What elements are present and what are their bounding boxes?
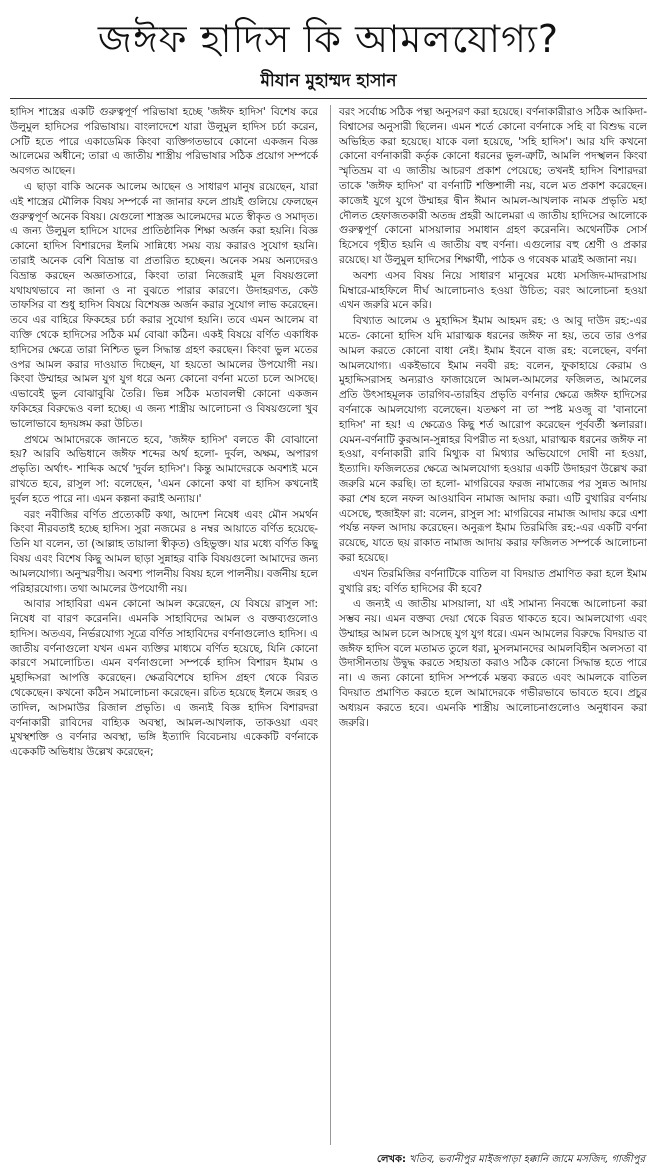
column-right [330,105,647,1145]
paragraph: এ জন্যই এ জাতীয় মাসয়ালা, যা এই সামান্য নিবন্ধে আলোচনা করা সম্ভব নয়। এমন বক্তব্য দেয়া থেকে বিরত থাকতে হবে। আমলযোগ্য এবং উম্মাহর আমল চলে আসছে যুগ যুগ ধরে। এমন আমলের বিরুদ্ধে বিদয়াত বা জঈফ হাদিস বলে মতামত তুলে ধরা, মুসলমানদের আমলবিহীন অলসতা বা উদাসীনতায় উদ্বুদ্ধ করতে সহায়তা করাও সঠিক কোনো সিদ্ধান্ত হতে পারে না। এ জন্য কোনো হাদিস সম্পর্কে মন্তব্য করতে এবং আমলকে বাতিল বিদয়াত প্রমাণিত করতে হলে আমাদেরকে গভীরভাবে ভাবতে হবে। প্রচুর অধ্যয়ন করতে হবে। এমনকি শাস্ত্রীয় আলোচনাগুলোও অনুধাবন করা জরুরি। [339,598,647,729]
paragraph: হাদিস শাস্ত্রের একটি গুরুত্বপূর্ণ পরিভাষা হচ্ছে 'জঈফ হাদিস' বিশেষ করে উলুমুল হাদিসের পরিভাষায়। বাংলাদেশে যারা উলুমুল হাদিস চর্চা করেন, সেটি হতে পারে একাডেমিক কিংবা ব্যক্তিগতভাবে কোনো একজন বিজ্ঞ আলেমের অধীনে; তারা এ জাতীয় শাস্ত্রীয় পরিভাষার সঠিক প্রয়োগ সম্পর্কে অবগত আছেন। [10,106,318,178]
author-credit [320,1153,645,1166]
title-divider [10,98,647,99]
paragraph: অবশ্য এসব বিষয় নিয়ে সাধারণ মানুষের মধ্যে মসজিদ-মাদরাসায় মিম্বারে-মাহফিলে দীর্ঘ আলোচনাও হওয়া উচিত; বরং আলোচনা হওয়া এখন জরুরি মনে করি। [339,269,647,312]
article-body [10,105,647,1145]
article-title: জঈফ হাদিস কি আমলযোগ্য? [97,17,560,61]
author-credit-label: লেখক: [376,1154,406,1165]
paragraph: আবার সাহাবিরা এমন কোনো আমল করেছেন, যে বিষয়ে রাসুল সা: নিষেধ বা বারণ করেননি। এমনকি সাহাবিদের আমল ও বক্তব্যগুলোও হাদিস। অতএব, নির্ভরযোগ্য সূত্রে বর্ণিত সাহাবিদের বর্ণনাগুলোও হাদিস। এ জাতীয় বর্ণনাগুলো যখন এমন ব্যক্তির মাধ্যমে বর্ণিত হয়েছে, যিনি কোনো কারণে সমালোচিত। এমন বর্ণনাগুলো সম্পর্কে হাদিস বিশারদ ইমাম ও মুহাদ্দিসরা আপত্তি করেছেন। ক্ষেত্রবিশেষে হাদিস গ্রহণ থেকে বিরত থেকেছেন। কখনো কঠিন সমালোচনা করেছেন। রচিত হয়েছে ইলমে জরহ ও তাদিল, আসমাউর রিজাল প্রভৃতি। এ জন্যই বিজ্ঞ হাদিস বিশারদরা বর্ণনাকারী রাবিদের বাহ্যিক অবস্থা, আমল-আখলাক, তাকওয়া এবং মুখস্থশক্তি ও বর্ণনার অবস্থা, ভঙ্গি ইত্যাদি বিবেচনায় একেকটি বর্ণনাকে একেকটি অভিধায় উল্লেখ করেছেন; [10,598,318,759]
paragraph: এখন তিরমিজির বর্ণনাটিকে বাতিল বা বিদয়াত প্রমাণিত করা হলে ইমাম বুখারি রহ: বর্ণিত হাদিসের কী হবে? [339,567,647,595]
author-name: মীযান মুহাম্মদ হাসান [260,71,397,91]
paragraph: বরং সর্বোচ্চ সঠিক পন্থা অনুসরণ করা হয়েছে। বর্ণনাকারীরাও সঠিক আকিদা-বিশ্বাসের অনুসারী ছিলেন। এমন শর্তে কোনো বর্ণনাকে সহি বা বিশুদ্ধ বলে অভিহিত করা হয়েছে। যাকে বলা হয়েছে, 'সহি হাদিস'। আর যদি কখনো কোনো বর্ণনাকারী কর্তৃক কোনো ধরনের ভুল-ত্রুটি, আমলি পদস্খলন কিংবা স্মৃতিভ্রম বা এ জাতীয় আচরণ প্রকাশ পেয়েছে; তখনই হাদিস বিশারদরা তাকে 'জঈফ হাদিস' বা বর্ণনাটি শক্তিশালী নয়, বলে মত প্রকাশ করেছেন। কাজেই যুগে যুগে উম্মাহর দ্বীন ঈমান আমল-আখলাক নামক প্রভৃতি মহা দৌলত হেফাজতকারী অতন্দ্র প্রহরী আলেমরা এ জাতীয় হাদিসের আলোকে গুরুত্বপূর্ণ কোনো মাসয়ালার সমাধান গ্রহণ করেননি। অথেনটিক সোর্স হিসেবে গৃহীত হয়নি এ জাতীয় বহু বর্ণনা। এগুলোর বহু শ্রেণী ও প্রকার রয়েছে। যা উলুমুল হাদিসের শিক্ষার্থী, পাঠক ও গবেষক মাত্রই অজানা নয়। [339,106,647,266]
author-credit-text: খতিব, ভবানীপুর মাইজপাড়া হক্কানি জামে মসজিদ, গাজীপুর [409,1154,645,1165]
paragraph: বরং নবীজির বর্ণিত প্রত্যেকটি কথা, আদেশ নিষেধ এবং মৌন সমর্থন কিংবা নীরবতাই হচ্ছে হাদিস। সুরা নজমের ৪ নম্বর আয়াতে বর্ণিত হয়েছে- তিনি যা বলেন, তা (আল্লাহ তায়ালা স্বীকৃত) ওহিভুক্ত। যার মধ্যে বর্ণিত কিছু বিষয় এবং বিশেষ কিছু আমল ছাড়া সুন্নাহর বাকি বিষয়গুলো আমাদের জন্য আমলযোগ্য। অনুস্মরণীয়। অবশ্য পালনীয় বিষয় হলে পালনীয়। বর্জনীয় হলে পরিহারযোগ্য। তথা আমলের উপযোগী নয়। [10,508,318,595]
paragraph: এ ছাড়া বাকি অনেক আলেম আছেন ও সাধারণ মানুষ রয়েছেন, যারা এই শাস্ত্রের মৌলিক বিষয় সম্পর্কে না জানার ফলে প্রায়ই গুলিয়ে ফেলছেন গুরুত্বপূর্ণ অনেক বিষয়। যেগুলো শাস্ত্রজ্ঞ আলেমদের মতে স্বীকৃত ও সমাদৃত। এ জন্য উলুমুল হাদিসে যাদের প্রাতিষ্ঠানিক শিক্ষা অর্জন করা হয়নি। বিজ্ঞ কোনো হাদিস বিশারদের ইলমি সান্নিধ্যে সময় ব্যয় করারও সুযোগ হয়নি। তারাই অনেক বেশি বিভ্রান্ত বা প্রতারিত হচ্ছেন। অনেক সময় অন্যদেরও বিভ্রান্ত করছেন অজ্ঞাতসারে, কিংবা তারা নিজেরাই মূল বিষয়গুলো যথাযথভাবে না জানা ও না বুঝতে পারার কারণে। উদাহরণত, কেউ তাফসির বা শুধু হাদিস বিষয়ে বিশেষজ্ঞ অর্জন করার সুযোগ লাভ করেছেন। তবে এর বাহিরে ফিকহের চর্চা করার সুযোগ হয়নি। তবে এমন আলেম বা ব্যক্তি থেকে হাদিসের সঠিক মর্ম বোঝা কঠিন। একই বিষয়ে বর্ণিত একাধিক হাদিসের ক্ষেত্রে তারা নিশ্চিত ভুল সিদ্ধান্ত গ্রহণ করছেন। কিংবা ভুল মতের ওপর আমল করার দাওয়াত দিচ্ছেন, যা হয়তো আমলের উপযোগী নয়। কিংবা উম্মাহর আমল যুগ যুগ ধরে অন্য কোনো বর্ণনা মতো চলে আসছে। এভাবেই ভুল বোঝাবুঝি তৈরি। ভিন্ন সঠিক মতাবলম্বী কোনো একজন ফকিহের বিরুদ্ধেও বলা হচ্ছে। এ জন্য শাস্ত্রীয় আলোচনা ও বিষয়গুলো খুব ভালোভাবে হৃদয়ঙ্গম করা উচিত। [10,180,318,430]
column-left [10,105,318,1145]
paragraph: বিখ্যাত আলেম ও মুহাদ্দিস ইমাম আহমদ রহ: ও আবু দাউদ রহ:-এর মতে- কোনো হাদিস যদি মারাত্মক ধরনের জঈফ না হয়, তবে তার ওপর আমল করতে কোনো বাধা নেই। ইমাম ইবনে বাজ রহ: বলেছেন, বর্ণনা আমলযোগ্য। একইভাবে ইমাম নববী রহ: বলেন, ফুকাহায়ে কেরাম ও মুহাদ্দিসরাসহ অন্যরাও ফাজায়েলে আমল-আমলের ফজিলত, আমলের প্রতি উৎসাহমূলক তারগিব-তারহিব প্রভৃতি বর্ণনার ক্ষেত্রে জঈফ হাদিসের বর্ণনাকে আমলযোগ্য বলেছেন। যতক্ষণ না তা স্পষ্ট মওজু বা 'বানানো হাদিস' না হয়! এ ক্ষেত্রেও কিছু শর্ত আরোপ করেছেন পূর্ববর্তী স্কলাররা। যেমন-বর্ণনাটি কুরআন-সুন্নাহর বিপরীত না হওয়া, মারাত্মক ধরনের জঈফ না হওয়া, বর্ণনাকারী রাবি মিথ্যুক বা মিথ্যার অভিযোগে দোষী না হওয়া, ইত্যাদি। ফজিলতের ক্ষেত্রে আমলযোগ্য হওয়ার একটি উদাহরণ উল্লেখ করা জরুরি মনে করছি। তা হলো- মাগরিবের ফরজ নামাজের পর সুন্নত আদায় করা শেষ হলে নফল আওয়াবিন নামাজ আদায় করা। এটি বুখারির বর্ণনায় এসেছে, হুজাইফা রা: বলেন, রাসুল সা: মাগরিবের নামাজ আদায় করে এশা পর্যন্ত নফল আদায় করেছেন। অনুরূপ ইমাম তিরমিজি রহ:-এর একটি বর্ণনা রয়েছে, যাতে ছয় রাকাত নামাজ আদায় করার ফজিলত সম্পর্কে আলোচনা করা হয়েছে। [339,315,647,564]
paragraph: প্রথমে আমাদেরকে জানতে হবে, 'জঈফ হাদিস' বলতে কী বোঝানো হয়? আরবি অভিধানে জঈফ শব্দের অর্থ হলো- দুর্বল, অক্ষম, অপারগ প্রভৃতি। অর্থাৎ- শাব্দিক অর্থে 'দুর্বল হাদিস'। কিন্তু আমাদেরকে অবশ্যই মনে রাখতে হবে, রাসুল সা: বলেছেন, 'এমন কোনো কথা বা হাদিস কখনোই দুর্বল হতে পারে না। এমন কল্পনা করাই অন্যায়।' [10,433,318,505]
